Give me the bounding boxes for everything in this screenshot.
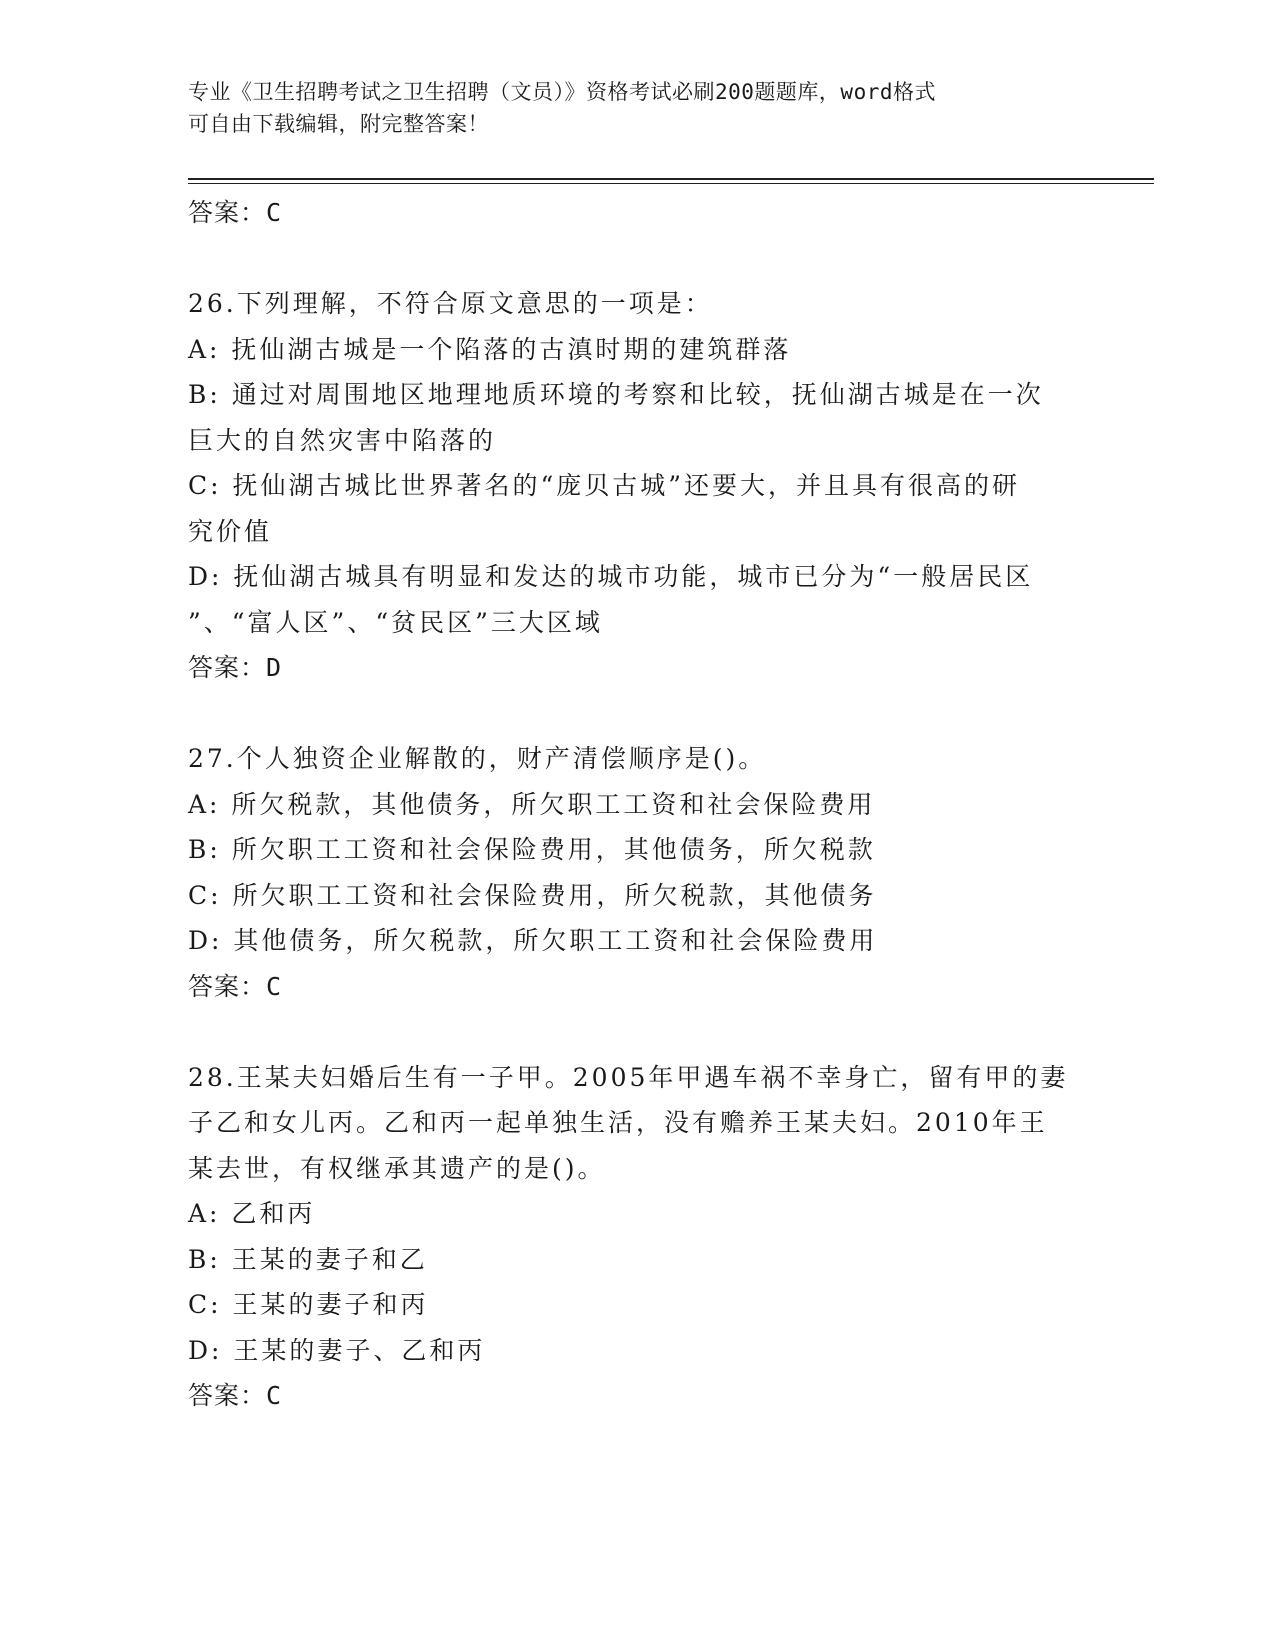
answer-line: 答案：D — [188, 653, 283, 682]
question-stem: 28.王某夫妇婚后生有一子甲。2005年甲遇车祸不幸身亡，留有甲的妻 — [188, 1062, 1069, 1092]
option-a: A: 所欠税款，其他债务，所欠职工工资和社会保险费用 — [188, 789, 876, 819]
question-26 — [188, 281, 1088, 691]
answer-line: 答案：C — [188, 198, 283, 227]
question-stem-cont: 某去世，有权继承其遗产的是()。 — [188, 1153, 606, 1183]
question-27 — [188, 736, 1088, 1009]
option-d: D: 抚仙湖古城具有明显和发达的城市功能，城市已分为“一般居民区 — [188, 562, 1034, 591]
option-a: A: 乙和丙 — [188, 1199, 316, 1228]
header-line-1: 专业《卫生招聘考试之卫生招聘（文员）》资格考试必刷200题题库，word格式 — [188, 80, 936, 104]
option-c: C: 抚仙湖古城比世界著名的“庞贝古城”还要大，并且具有很高的研 — [188, 471, 1021, 500]
answer-line: 答案：C — [188, 1381, 283, 1410]
option-b: B: 王某的妻子和乙 — [188, 1244, 428, 1274]
option-d-cont: ”、“富人区”、“贫民区”三大区域 — [188, 607, 603, 637]
option-b-cont: 巨大的自然灾害中陷落的 — [188, 425, 497, 455]
question-content — [188, 190, 1088, 1419]
header-rule — [188, 178, 1154, 180]
document-header — [188, 76, 1068, 140]
spacer — [188, 1009, 1088, 1055]
option-a: A: 抚仙湖古城是一个陷落的古滇时期的建筑群落 — [188, 334, 792, 364]
option-b: B: 所欠职工工资和社会保险费用，其他债务，所欠税款 — [188, 835, 876, 864]
option-c: C: 王某的妻子和丙 — [188, 1290, 429, 1319]
answer-line: 答案：C — [188, 971, 283, 1001]
question-stem-cont: 子乙和女儿丙。乙和丙一起单独生活，没有赡养王某夫妇。2010年王 — [188, 1108, 1048, 1137]
spacer — [188, 236, 1088, 282]
option-b: B: 通过对周围地区地理地质环境的考察和比较，抚仙湖古城是在一次 — [188, 380, 1044, 409]
option-c: C: 所欠职工工资和社会保险费用，所欠税款，其他债务 — [188, 880, 877, 910]
header-line-2: 可自由下载编辑，附完整答案！ — [188, 112, 489, 136]
question-stem: 27.个人独资企业解散的，财产清偿顺序是()。 — [188, 744, 767, 773]
option-c-cont: 究价值 — [188, 516, 273, 546]
option-d: D: 王某的妻子、乙和丙 — [188, 1335, 486, 1365]
question-28 — [188, 1055, 1088, 1419]
spacer — [188, 691, 1088, 737]
option-d: D: 其他债务，所欠税款，所欠职工工资和社会保险费用 — [188, 926, 878, 955]
header-rule-thin — [188, 183, 1154, 184]
question-stem: 26.下列理解，不符合原文意思的一项是： — [188, 289, 713, 318]
